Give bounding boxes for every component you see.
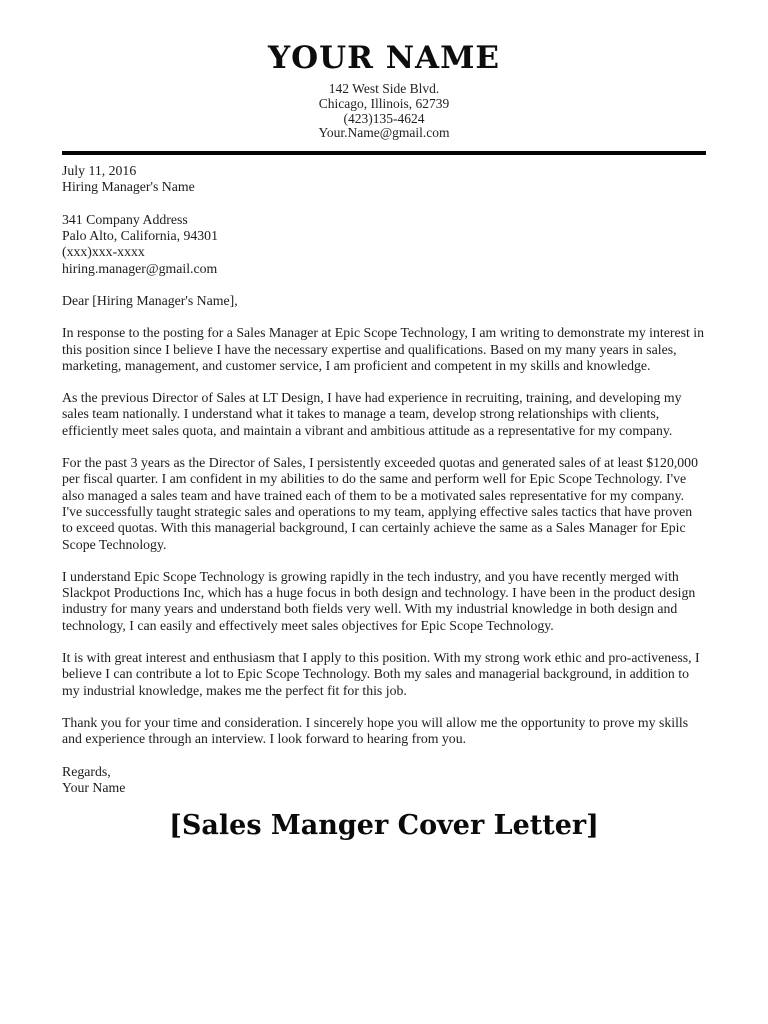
- document-caption: [Sales Manger Cover Letter]: [169, 810, 599, 842]
- sender-address-line1: 142 West Side Blvd.: [328, 81, 440, 96]
- letter-date: July 11, 2016: [62, 163, 137, 179]
- paragraph-company-knowledge: I understand Epic Scope Technology is growing rapidly in the tech industry, and you have recently merged with Slackpot Productions Inc, which has a huge focus in both design and technology. I have been in the product design industry for many years and understand both fields very well. With my industrial knowledge in both design and technology, I can easily and effectively meet sales objectives for Epic Scope Technology.: [62, 568, 696, 633]
- paragraph-experience: As the previous Director of Sales at LT Design, I have had experience in recruiting, training, and developing my sales team nationally. I understand what it takes to manage a team, develop strong relationships with clients, efficiently meet sales quota, and maintain a vibrant and ambitious attitude as a representative for my company.: [62, 390, 682, 438]
- signature: Your Name: [62, 779, 126, 795]
- paragraph-thanks: Thank you for your time and consideration. I sincerely hope you will allow me the opportunity to prove my skills and experience through an interview. I look forward to hearing from you.: [62, 714, 689, 747]
- paragraph-intro: In response to the posting for a Sales Manager at Epic Scope Technology, I am writing to demonstrate my interest in this position since I believe I have the necessary expertise and qualifications. Based on my many years in sales, marketing, management, and customer service, I am proficient and competent in my skills and knowledge.: [62, 325, 704, 373]
- letter-body: [62, 163, 706, 796]
- recipient-phone: (xxx)xxx-xxxx: [62, 244, 145, 260]
- salutation: Dear [Hiring Manager's Name],: [62, 292, 238, 308]
- date-block: [62, 163, 706, 196]
- closing-block: [62, 764, 706, 797]
- recipient-address-block: [62, 212, 706, 277]
- recipient-company-address: 341 Company Address: [62, 211, 188, 227]
- sender-address-line2: Chicago, Illinois, 62739: [318, 95, 450, 111]
- header-divider: [62, 151, 706, 155]
- paragraph-achievements: For the past 3 years as the Director of Sales, I persistently exceeded quotas and generated sales of at least $120,000 per fiscal quarter. I am confident in my abilities to do the same and perform well for Epic Scope Technology. I've also managed a sales team and have trained each of them to be a motivated sales representative for my company. I've successfully taught strategic sales and operations to my team, applying effective sales tactics that have proven to exceed quotas. With this managerial background, I can certainly achieve the same as a Sales Manager for Epic Scope Technology.: [62, 455, 698, 552]
- recipient-company-city: Palo Alto, California, 94301: [62, 228, 218, 244]
- sender-name: YOUR NAME: [267, 40, 501, 76]
- sender-phone: (423)135-4624: [343, 110, 425, 126]
- sender-email: Your.Name@gmail.com: [318, 125, 450, 141]
- closing: Regards,: [62, 763, 111, 779]
- recipient-email: hiring.manager@gmail.com: [62, 260, 218, 276]
- letterhead: [0, 0, 768, 141]
- recipient-name: Hiring Manager's Name: [62, 179, 195, 195]
- paragraph-fit: It is with great interest and enthusiasm that I apply to this position. With my strong work ethic and pro-activeness, I believe I can contribute a lot to Epic Scope Technology. Both my sales and managerial background, in addition to my industrial knowledge, makes me the perfect fit for this job.: [62, 650, 700, 698]
